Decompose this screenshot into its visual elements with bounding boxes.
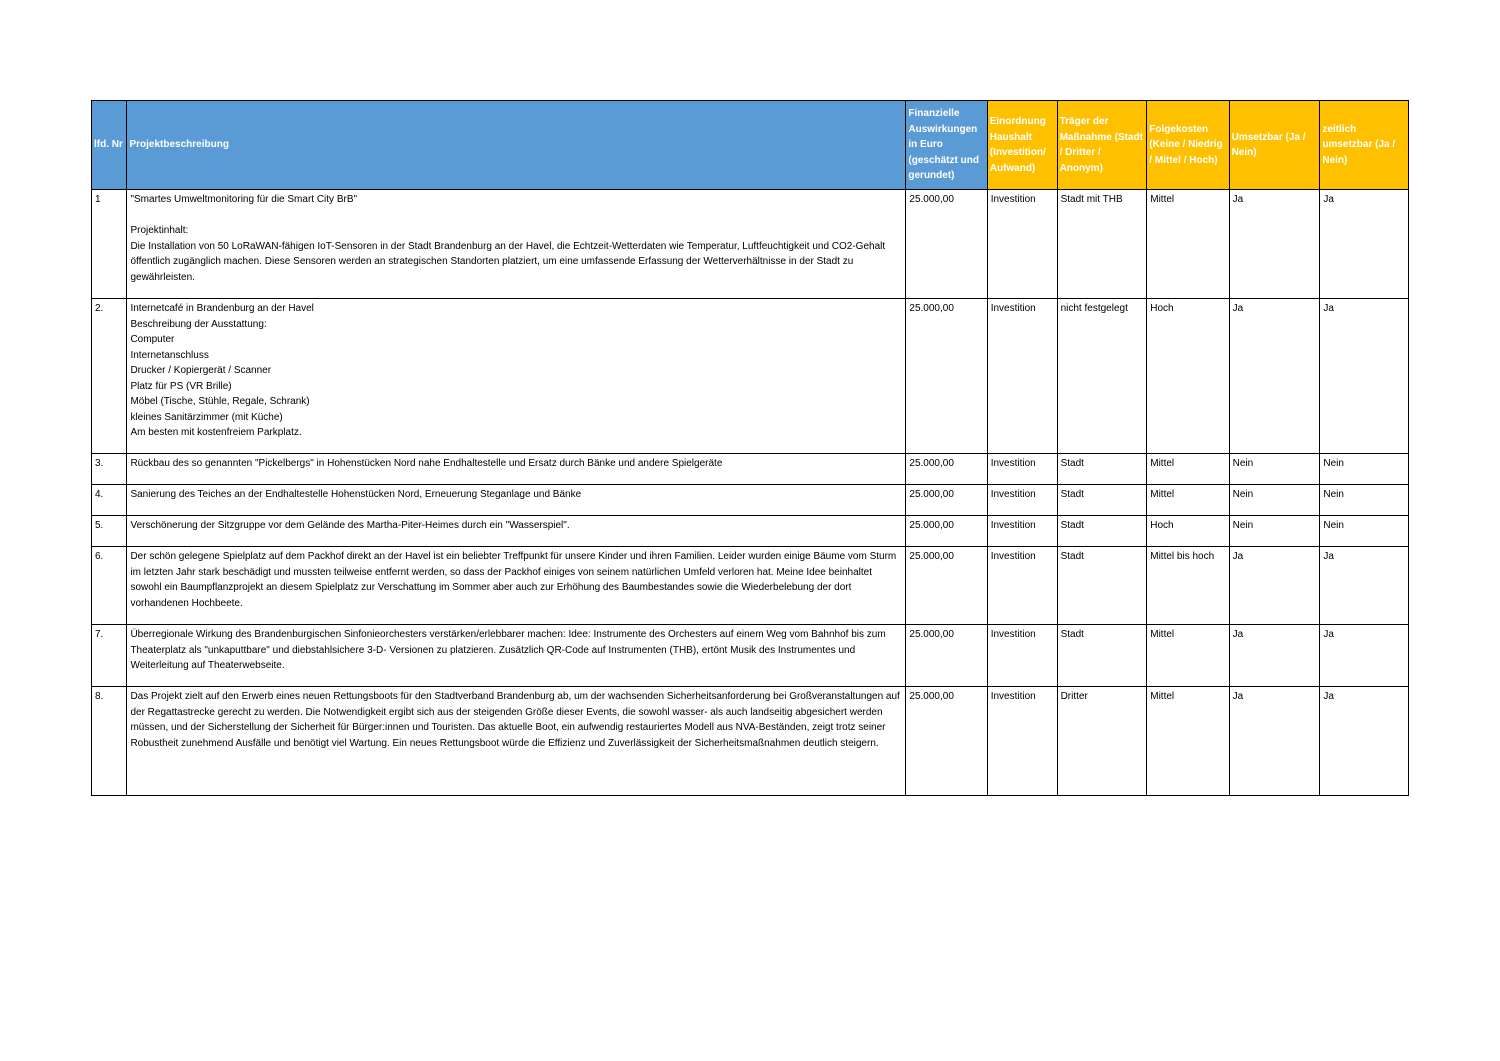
header-nr: lfd. Nr xyxy=(92,101,127,190)
table-header-row xyxy=(92,101,1409,190)
cell-umsetzbar: Ja xyxy=(1229,625,1320,687)
header-umsetzbar: Umsetzbar (Ja / Nein) xyxy=(1229,101,1320,190)
cell-beschreibung: "Smartes Umweltmonitoring für die Smart City BrB" Projektinhalt: Die Installation von 50 LoRaWAN-fähigen IoT-Sensoren in der Stadt Brandenburg an der Havel, die Echtzeit-Wetterdaten wie Temperatur, Luftfeuchtigkeit und CO2-Gehalt öffentlich zugänglich machen. Diese Sensoren werden an strategischen Standorten platziert, um eine umfassende Erfassung der Wetterverhältnisse in der Stadt zu gewährleisten. xyxy=(127,190,906,299)
cell-traeger: Stadt xyxy=(1057,485,1147,516)
project-table xyxy=(91,100,1409,796)
header-zeitlich: zeitlich umsetzbar (Ja / Nein) xyxy=(1320,101,1409,190)
table-row xyxy=(92,625,1409,687)
cell-nr: 8. xyxy=(92,687,127,796)
cell-haushalt: Investition xyxy=(987,485,1057,516)
cell-finanz: 25.000,00 xyxy=(906,299,987,454)
header-finanz: Finanzielle Auswirkungen in Euro (geschätzt und gerundet) xyxy=(906,101,987,190)
cell-folgekosten: Mittel xyxy=(1147,485,1229,516)
cell-beschreibung: Sanierung des Teiches an der Endhaltestelle Hohenstücken Nord, Erneuerung Steganlage und Bänke xyxy=(127,485,906,516)
cell-umsetzbar: Nein xyxy=(1229,485,1320,516)
table-row xyxy=(92,190,1409,299)
table-row xyxy=(92,454,1409,485)
cell-finanz: 25.000,00 xyxy=(906,547,987,625)
table-row xyxy=(92,516,1409,547)
cell-beschreibung: Überregionale Wirkung des Brandenburgischen Sinfonieorchesters verstärken/erlebbarer machen: Idee: Instrumente des Orchesters auf einem Weg vom Bahnhof bis zum Theaterplatz als "unkaputtbare" und diebstahlsichere 3-D- Versionen zu platzieren. Zusätzlich QR-Code auf Instrumenten (THB), ertönt Musik des Instrumentes und Weiterleitung auf Theaterwebseite. xyxy=(127,625,906,687)
cell-beschreibung: Der schön gelegene Spielplatz auf dem Packhof direkt an der Havel ist ein beliebter Treffpunkt für unsere Kinder und ihren Familien. Leider wurden einige Bäume vom Sturm im letzten Jahr stark beschädigt und mussten teilweise entfernt werden, so dass der Packhof einiges von seinem natürlichen Umfeld verloren hat. Meine Idee beinhaltet sowohl ein Baumpflanzprojekt an diesem Spielplatz zur Verschattung im Sommer aber auch zur Erhöhung des Baumbestandes sowie die Wiederbelebung der dort vorhandenen Hochbeete. xyxy=(127,547,906,625)
cell-haushalt: Investition xyxy=(987,190,1057,299)
cell-haushalt: Investition xyxy=(987,454,1057,485)
cell-umsetzbar: Nein xyxy=(1229,454,1320,485)
cell-traeger: Stadt xyxy=(1057,625,1147,687)
cell-umsetzbar: Ja xyxy=(1229,687,1320,796)
cell-beschreibung: Verschönerung der Sitzgruppe vor dem Gelände des Martha-Piter-Heimes durch ein "Wasserspiel". xyxy=(127,516,906,547)
cell-folgekosten: Mittel bis hoch xyxy=(1147,547,1229,625)
cell-traeger: Stadt xyxy=(1057,516,1147,547)
cell-traeger: Dritter xyxy=(1057,687,1147,796)
header-haushalt: Einordnung Haushalt (Investition/ Aufwand) xyxy=(987,101,1057,190)
cell-zeitlich: Ja xyxy=(1320,547,1409,625)
table-row xyxy=(92,687,1409,796)
cell-zeitlich: Nein xyxy=(1320,485,1409,516)
cell-umsetzbar: Ja xyxy=(1229,547,1320,625)
cell-finanz: 25.000,00 xyxy=(906,625,987,687)
table-row xyxy=(92,299,1409,454)
cell-finanz: 25.000,00 xyxy=(906,687,987,796)
cell-beschreibung: Das Projekt zielt auf den Erwerb eines neuen Rettungsboots für den Stadtverband Brandenburg ab, um der wachsenden Sicherheitsanforderung bei Großveranstaltungen auf der Regattastrecke gerecht zu werden. Die Notwendigkeit ergibt sich aus der steigenden Größe dieser Events, die sowohl wasser- als auch landseitig abgesichert werden müssen, und der Sicherstellung der Sicherheit für Bürger:innen und Touristen. Das aktuelle Boot, ein aufwendig restauriertes Modell aus NVA-Beständen, zeigt trotz seiner Robustheit zunehmend Ausfälle und benötigt viel Wartung. Ein neues Rettungsboot würde die Effizienz und Zuverlässigkeit der Sicherheitsmaßnahmen deutlich steigern. xyxy=(127,687,906,796)
cell-umsetzbar: Ja xyxy=(1229,190,1320,299)
cell-folgekosten: Mittel xyxy=(1147,625,1229,687)
header-beschreibung: Projektbeschreibung xyxy=(127,101,906,190)
cell-folgekosten: Hoch xyxy=(1147,299,1229,454)
cell-nr: 5. xyxy=(92,516,127,547)
cell-haushalt: Investition xyxy=(987,625,1057,687)
cell-nr: 4. xyxy=(92,485,127,516)
cell-finanz: 25.000,00 xyxy=(906,454,987,485)
cell-folgekosten: Mittel xyxy=(1147,190,1229,299)
cell-traeger: Stadt mit THB xyxy=(1057,190,1147,299)
cell-zeitlich: Ja xyxy=(1320,299,1409,454)
project-table-sheet xyxy=(91,100,1409,796)
table-row xyxy=(92,547,1409,625)
cell-nr: 6. xyxy=(92,547,127,625)
cell-nr: 2. xyxy=(92,299,127,454)
cell-zeitlich: Nein xyxy=(1320,516,1409,547)
header-traeger: Träger der Maßnahme (Stadt / Dritter / Anonym) xyxy=(1057,101,1147,190)
cell-traeger: Stadt xyxy=(1057,547,1147,625)
cell-finanz: 25.000,00 xyxy=(906,485,987,516)
cell-haushalt: Investition xyxy=(987,547,1057,625)
cell-umsetzbar: Ja xyxy=(1229,299,1320,454)
cell-finanz: 25.000,00 xyxy=(906,516,987,547)
cell-zeitlich: Nein xyxy=(1320,454,1409,485)
table-row xyxy=(92,485,1409,516)
cell-haushalt: Investition xyxy=(987,299,1057,454)
cell-haushalt: Investition xyxy=(987,516,1057,547)
cell-beschreibung: Internetcafé in Brandenburg an der Havel Beschreibung der Ausstattung: Computer Internetanschluss Drucker / Kopiergerät / Scanner Platz für PS (VR Brille) Möbel (Tische, Stühle, Regale, Schrank) kleines Sanitärzimmer (mit Küche) Am besten mit kostenfreiem Parkplatz. xyxy=(127,299,906,454)
cell-nr: 7. xyxy=(92,625,127,687)
cell-traeger: Stadt xyxy=(1057,454,1147,485)
cell-finanz: 25.000,00 xyxy=(906,190,987,299)
cell-nr: 3. xyxy=(92,454,127,485)
cell-folgekosten: Hoch xyxy=(1147,516,1229,547)
cell-haushalt: Investition xyxy=(987,687,1057,796)
cell-zeitlich: Ja xyxy=(1320,190,1409,299)
cell-beschreibung: Rückbau des so genannten "Pickelbergs" in Hohenstücken Nord nahe Endhaltestelle und Ersatz durch Bänke und andere Spielgeräte xyxy=(127,454,906,485)
header-folgekosten: Folgekosten (Keine / Niedrig / Mittel / Hoch) xyxy=(1147,101,1229,190)
cell-umsetzbar: Nein xyxy=(1229,516,1320,547)
cell-folgekosten: Mittel xyxy=(1147,687,1229,796)
cell-nr: 1 xyxy=(92,190,127,299)
cell-folgekosten: Mittel xyxy=(1147,454,1229,485)
cell-traeger: nicht festgelegt xyxy=(1057,299,1147,454)
cell-zeitlich: Ja xyxy=(1320,625,1409,687)
cell-zeitlich: Ja xyxy=(1320,687,1409,796)
